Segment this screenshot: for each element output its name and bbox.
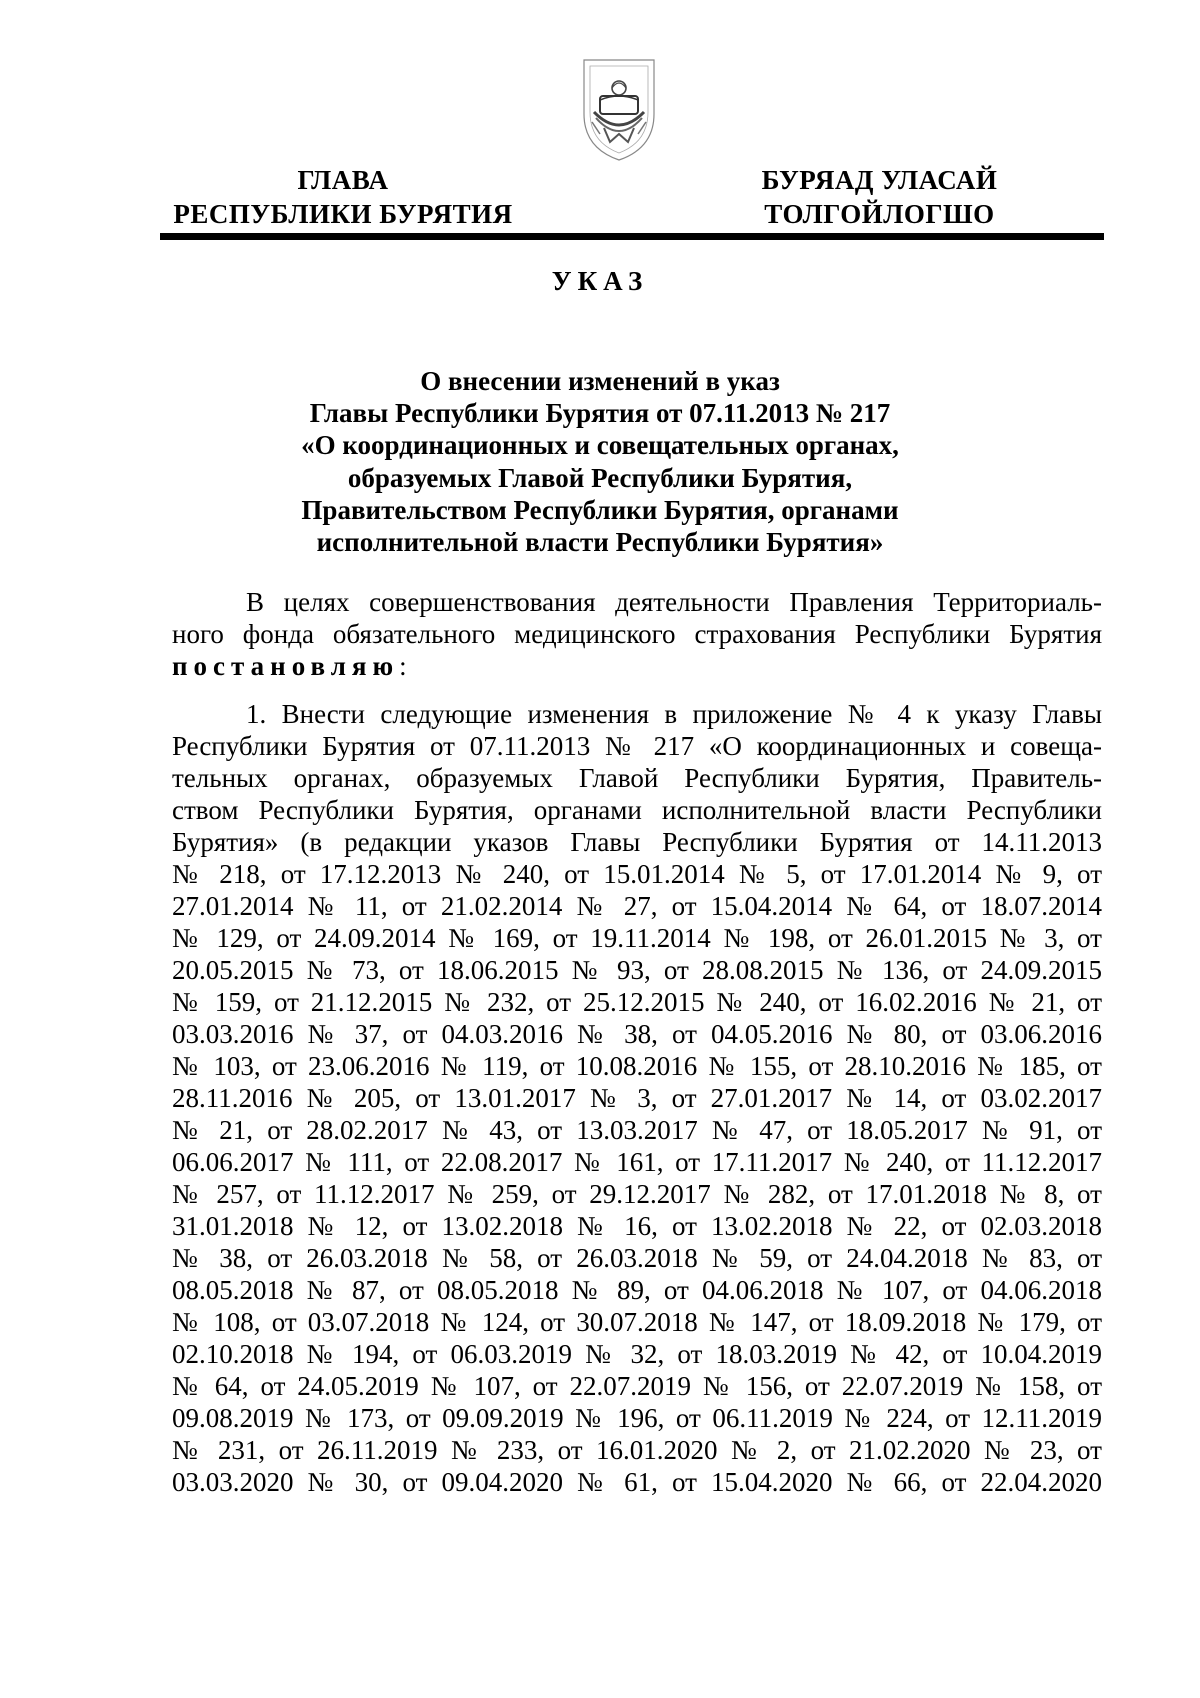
decree-word: постановляю: [172, 651, 400, 681]
header-right-line2: ТОЛГОЙЛОГШО: [764, 199, 995, 229]
item-1-line: 31.01.2018 № 12, от 13.02.2018 № 16, от 13.02.2018 № 22, от 02.03.2018: [172, 1211, 1102, 1241]
item-1-line: № 108, от 03.07.2018 № 124, от 30.07.2018 № 147, от 18.09.2018 № 179, от: [172, 1307, 1102, 1337]
document-title: [230, 365, 970, 558]
title-line: исполнительной власти Республики Бурятия»: [316, 527, 884, 558]
decree-line: [172, 650, 1102, 682]
item-1-line: 27.01.2014 № 11, от 21.02.2014 № 27, от 15.04.2014 № 64, от 18.07.2014: [172, 891, 1102, 921]
header-left-block: [158, 163, 528, 231]
item-1-line: № 231, от 26.11.2019 № 233, от 16.01.2020 № 2, от 21.02.2020 № 23, от: [172, 1435, 1102, 1465]
item-1-line: Бурятия» (в редакции указов Главы Республики Бурятия от 14.11.2013: [172, 827, 1102, 857]
item-1-line: № 38, от 26.03.2018 № 58, от 26.03.2018 № 59, от 24.04.2018 № 83, от: [172, 1243, 1102, 1273]
item-1-line: 20.05.2015 № 73, от 18.06.2015 № 93, от 28.08.2015 № 136, от 24.09.2015: [172, 955, 1102, 985]
header-divider: [160, 233, 1104, 240]
title-line: образуемых Главой Республики Бурятия,: [347, 462, 853, 493]
header-right-block: [742, 163, 1017, 231]
title-line: «О координационных и совещательных органах,: [301, 430, 899, 461]
item-1-line: 06.06.2017 № 111, от 22.08.2017 № 161, от 17.11.2017 № 240, от 11.12.2017: [172, 1147, 1102, 1177]
title-line: Правительством Республики Бурятия, органами: [301, 494, 899, 525]
item-1-line: 03.03.2020 № 30, от 09.04.2020 № 61, от 15.04.2020 № 66, от 22.04.2020: [172, 1467, 1102, 1497]
header-right-line1: БУРЯАД УЛАСАЙ: [761, 165, 998, 195]
item-1-line: 03.03.2016 № 37, от 04.03.2016 № 38, от 04.05.2016 № 80, от 03.06.2016: [172, 1019, 1102, 1049]
item-1-line: № 129, от 24.09.2014 № 169, от 19.11.2014 № 198, от 26.01.2015 № 3, от: [172, 923, 1102, 953]
item-1-line: 09.08.2019 № 173, от 09.09.2019 № 196, от 06.11.2019 № 224, от 12.11.2019: [172, 1403, 1102, 1433]
item-1-line: 02.10.2018 № 194, от 06.03.2019 № 32, от 18.03.2019 № 42, от 10.04.2019: [172, 1339, 1102, 1369]
header-left-line1: ГЛАВА: [297, 165, 389, 195]
document-type: УКАЗ: [551, 266, 649, 296]
item-1-line: ством Республики Бурятия, органами исполнительной власти Республики: [172, 795, 1102, 825]
item-1-line: 08.05.2018 № 87, от 08.05.2018 № 89, от 04.06.2018 № 107, от 04.06.2018: [172, 1275, 1102, 1305]
preamble-line: В целях совершенствования деятельности Правления Территориаль-: [246, 587, 1102, 617]
preamble-line: ного фонда обязательного медицинского страхования Республики Бурятия: [172, 619, 1102, 649]
title-line: О внесении изменений в указ: [420, 366, 780, 396]
item-1-paragraph: [172, 698, 1102, 1498]
item-1-line: № 103, от 23.06.2016 № 119, от 10.08.2016 № 155, от 28.10.2016 № 185, от: [172, 1051, 1102, 1081]
item-1-line: № 21, от 28.02.2017 № 43, от 13.03.2017 № 47, от 18.05.2017 № 91, от: [172, 1115, 1102, 1145]
item-1-line: № 64, от 24.05.2019 № 107, от 22.07.2019 № 156, от 22.07.2019 № 158, от: [172, 1371, 1102, 1401]
decree-colon: :: [399, 651, 407, 681]
item-1-line: Республики Бурятия от 07.11.2013 № 217 «О координационных и совеща-: [172, 731, 1102, 761]
item-1-line: № 257, от 11.12.2017 № 259, от 29.12.2017 № 282, от 17.01.2018 № 8, от: [172, 1179, 1102, 1209]
title-line: Главы Республики Бурятия от 07.11.2013 № 217: [309, 398, 891, 429]
item-1-line: 28.11.2016 № 205, от 13.01.2017 № 3, от 27.01.2017 № 14, от 03.02.2017: [172, 1083, 1102, 1113]
item-1-line: тельных органах, образуемых Главой Республики Бурятия, Правитель-: [172, 763, 1102, 793]
preamble-paragraph: [172, 586, 1102, 682]
item-1-line: 1. Внести следующие изменения в приложение № 4 к указу Главы: [246, 699, 1102, 729]
coat-of-arms-emblem: [574, 52, 664, 164]
item-1-line: № 218, от 17.12.2013 № 240, от 15.01.2014 № 5, от 17.01.2014 № 9, от: [172, 859, 1102, 889]
item-1-line: № 159, от 21.12.2015 № 232, от 25.12.2015 № 240, от 16.02.2016 № 21, от: [172, 987, 1102, 1017]
header-left-line2: РЕСПУБЛИКИ БУРЯТИЯ: [173, 199, 513, 229]
